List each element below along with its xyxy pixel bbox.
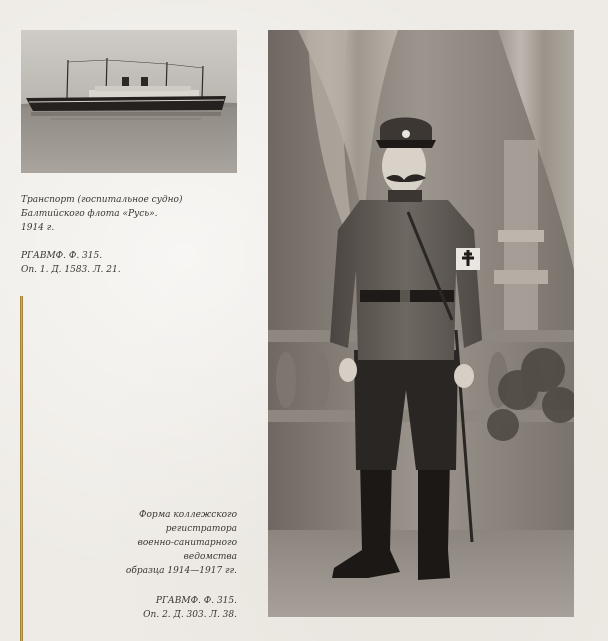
portrait-photo-image: [268, 30, 574, 617]
uniform-caption-line: военно-санитарного: [137, 538, 237, 548]
uniform-caption: [126, 508, 237, 578]
ship-photo: [21, 30, 237, 173]
ship-archive-reference: [21, 249, 121, 277]
uniform-archive-reference: [143, 594, 237, 622]
uniform-caption-line: образца 1914—1917 гг.: [125, 566, 237, 576]
ship-caption: [21, 193, 182, 235]
archive-line: Оп. 2. Д. 303. Л. 38.: [143, 610, 237, 620]
ship-photo-image: [21, 30, 237, 173]
uniform-caption-line: регистратора: [165, 524, 237, 534]
gold-decorative-rule: [20, 296, 23, 641]
ship-caption-line: Транспорт (госпитальное судно): [21, 195, 183, 205]
archive-line: РГАВМФ. Ф. 315.: [155, 596, 237, 606]
archive-line: РГАВМФ. Ф. 315.: [21, 251, 103, 261]
ship-caption-line: 1914 г.: [21, 223, 55, 233]
ship-caption-line: Балтийского флота «Русь».: [21, 209, 158, 219]
uniform-caption-line: Форма коллежского: [139, 510, 237, 520]
uniform-caption-line: ведомства: [183, 552, 237, 562]
portrait-photo: [268, 30, 574, 617]
archive-line: Оп. 1. Д. 1583. Л. 21.: [21, 265, 121, 275]
